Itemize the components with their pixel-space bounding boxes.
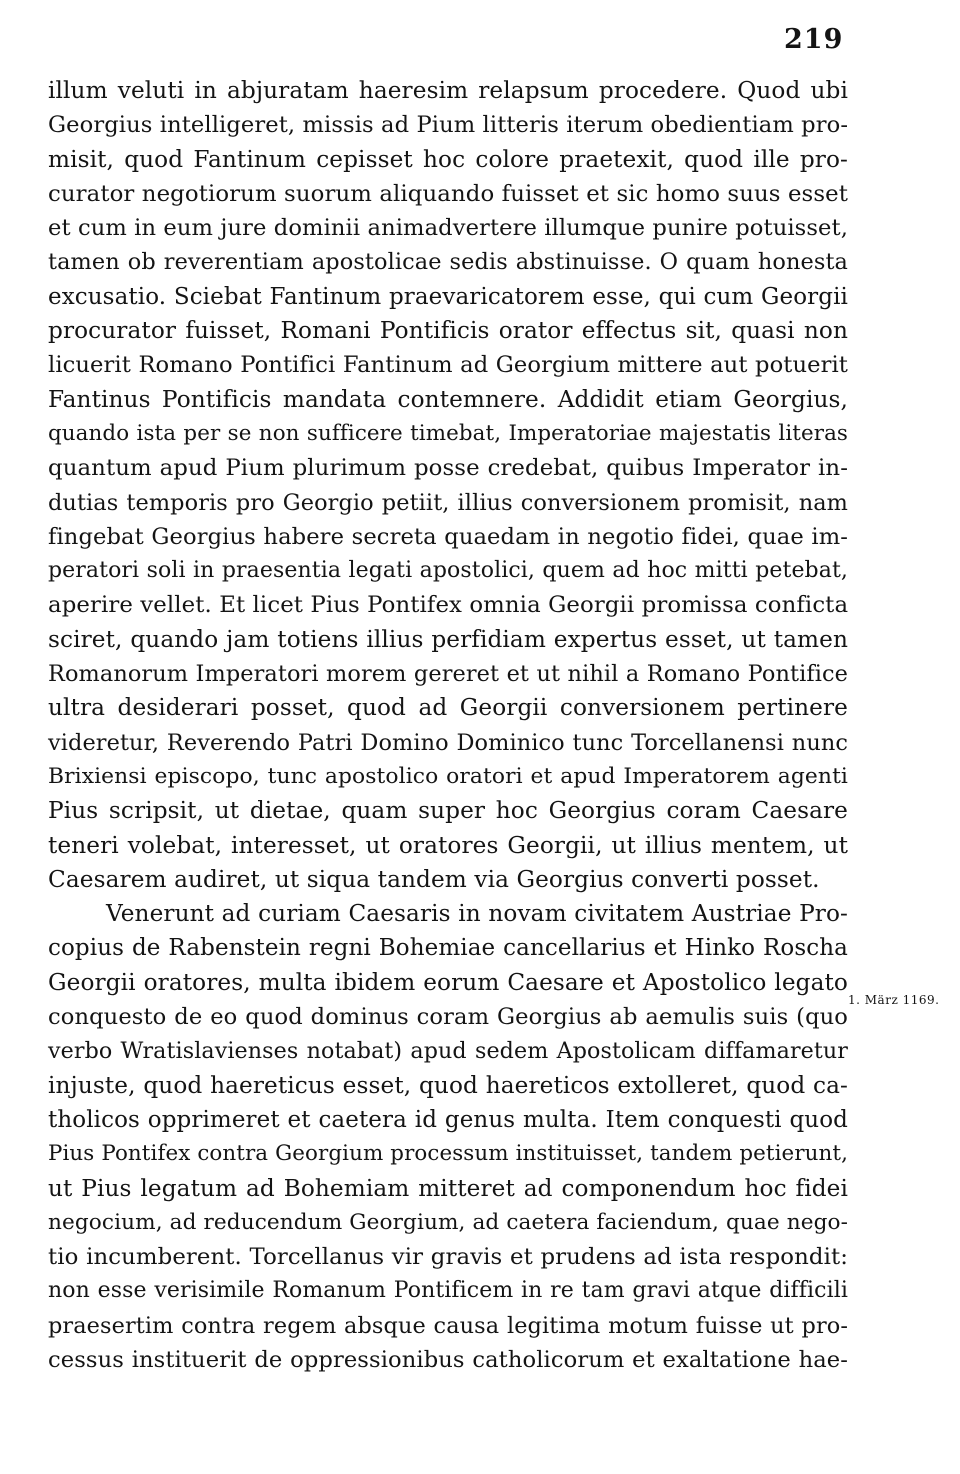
text-line: quantum apud Pium plurimum posse credebat, quibus Imperator in- [48, 455, 848, 482]
text-line: teneri volebat, interesset, ut oratores Georgii, ut illius mentem, ut [48, 831, 848, 859]
text-line: misit, quod Fantinum cepisset hoc colore praetexit, quod ille pro- [48, 145, 848, 173]
page-number: 219 [784, 24, 844, 55]
text-line: injuste, quod haereticus esset, quod haereticos extolleret, quod ca- [48, 1071, 848, 1099]
text-line: Fantinus Pontificis mandata contemnere. Addidit etiam Georgius, [48, 385, 848, 413]
text-line: ut Pius legatum ad Bohemiam mitteret ad componendum hoc fidei [48, 1174, 848, 1202]
text-line: cessus instituerit de oppressionibus catholicorum et exaltatione hae- [48, 1346, 848, 1373]
text-line: Georgii oratores, multa ibidem eorum Caesare et Apostolico legato [48, 968, 848, 996]
text-line: non esse verisimile Romanum Pontificem in re tam gravi atque difficili [48, 1278, 848, 1304]
margin-date-note: 1. März 1169. [848, 993, 940, 1007]
text-line: verbo Wratislavienses notabat) apud sedem Apostolicam diffamaretur [48, 1038, 848, 1065]
text-line: videretur, Reverendo Patri Domino Dominico tunc Torcellanensi nunc [48, 729, 848, 756]
text-line: tholicos opprimeret et caetera id genus multa. Item conquesti quod [48, 1106, 848, 1133]
text-line: peratori soli in praesentia legati apostolici, quem ad hoc mitti petebat, [48, 558, 848, 584]
text-line: Brixiensi episcopo, tunc apostolico oratori et apud Imperatorem agenti [48, 763, 848, 789]
text-line: curator negotiorum suorum aliquando fuisset et sic homo suus esset [48, 180, 848, 207]
text-line: Venerunt ad curiam Caesaris in novam civitatem Austriae Pro- [106, 900, 848, 928]
body-text [48, 74, 848, 1377]
text-line: Pius scripsit, ut dietae, quam super hoc Georgius coram Caesare [48, 797, 848, 825]
text-line: sciret, quando jam totiens illius perfidiam expertus esset, ut tamen [48, 625, 848, 653]
text-line: negocium, ad reducendum Georgium, ad caetera faciendum, quae nego- [48, 1209, 849, 1235]
text-line: conquesto de eo quod dominus coram Georgius ab aemulis suis (quo [48, 1004, 848, 1031]
text-line: Pius Pontifex contra Georgium processum instituisset, tandem petierunt, [48, 1141, 848, 1167]
text-line: excusatio. Sciebat Fantinum praevaricatorem esse, qui cum Georgii [48, 283, 848, 310]
text-line: licuerit Romano Pontifici Fantinum ad Georgium mittere aut potuerit [48, 352, 848, 379]
text-line: Georgius intelligeret, missis ad Pium litteris iterum obedientiam pro- [48, 112, 849, 139]
text-line: aperire vellet. Et licet Pius Pontifex omnia Georgii promissa conficta [48, 592, 849, 619]
text-line: procurator fuisset, Romani Pontificis orator effectus sit, quasi non [48, 317, 848, 345]
text-line: Romanorum Imperatori morem gereret et ut nihil a Romano Pontifice [48, 661, 848, 688]
text-line: quando ista per se non sufficere timebat, Imperatoriae majestatis literas [48, 420, 848, 446]
text-line: praesertim contra regem absque causa legitima motum fuisse ut pro- [48, 1312, 848, 1339]
text-line: et cum in eum jure dominii animadvertere illumque punire potuisset, [48, 215, 848, 242]
text-line: ultra desiderari posset, quod ad Georgii conversionem pertinere [48, 694, 848, 722]
text-line: dutias temporis pro Georgio petiit, illius conversionem promisit, nam [48, 489, 848, 516]
text-line: tio incumberent. Torcellanus vir gravis et prudens ad ista respondit: [48, 1244, 848, 1271]
text-line: tamen ob reverentiam apostolicae sedis abstinuisse. O quam honesta [48, 249, 848, 276]
text-line: copius de Rabenstein regni Bohemiae cancellarius et Hinko Roscha [48, 935, 848, 962]
text-line: fingebat Georgius habere secreta quaedam in negotio fidei, quae im- [48, 523, 848, 550]
text-line: illum veluti in abjuratam haeresim relapsum procedere. Quod ubi [48, 77, 848, 104]
text-line: Caesarem audiret, ut siqua tandem via Georgius converti posset. [48, 865, 820, 893]
